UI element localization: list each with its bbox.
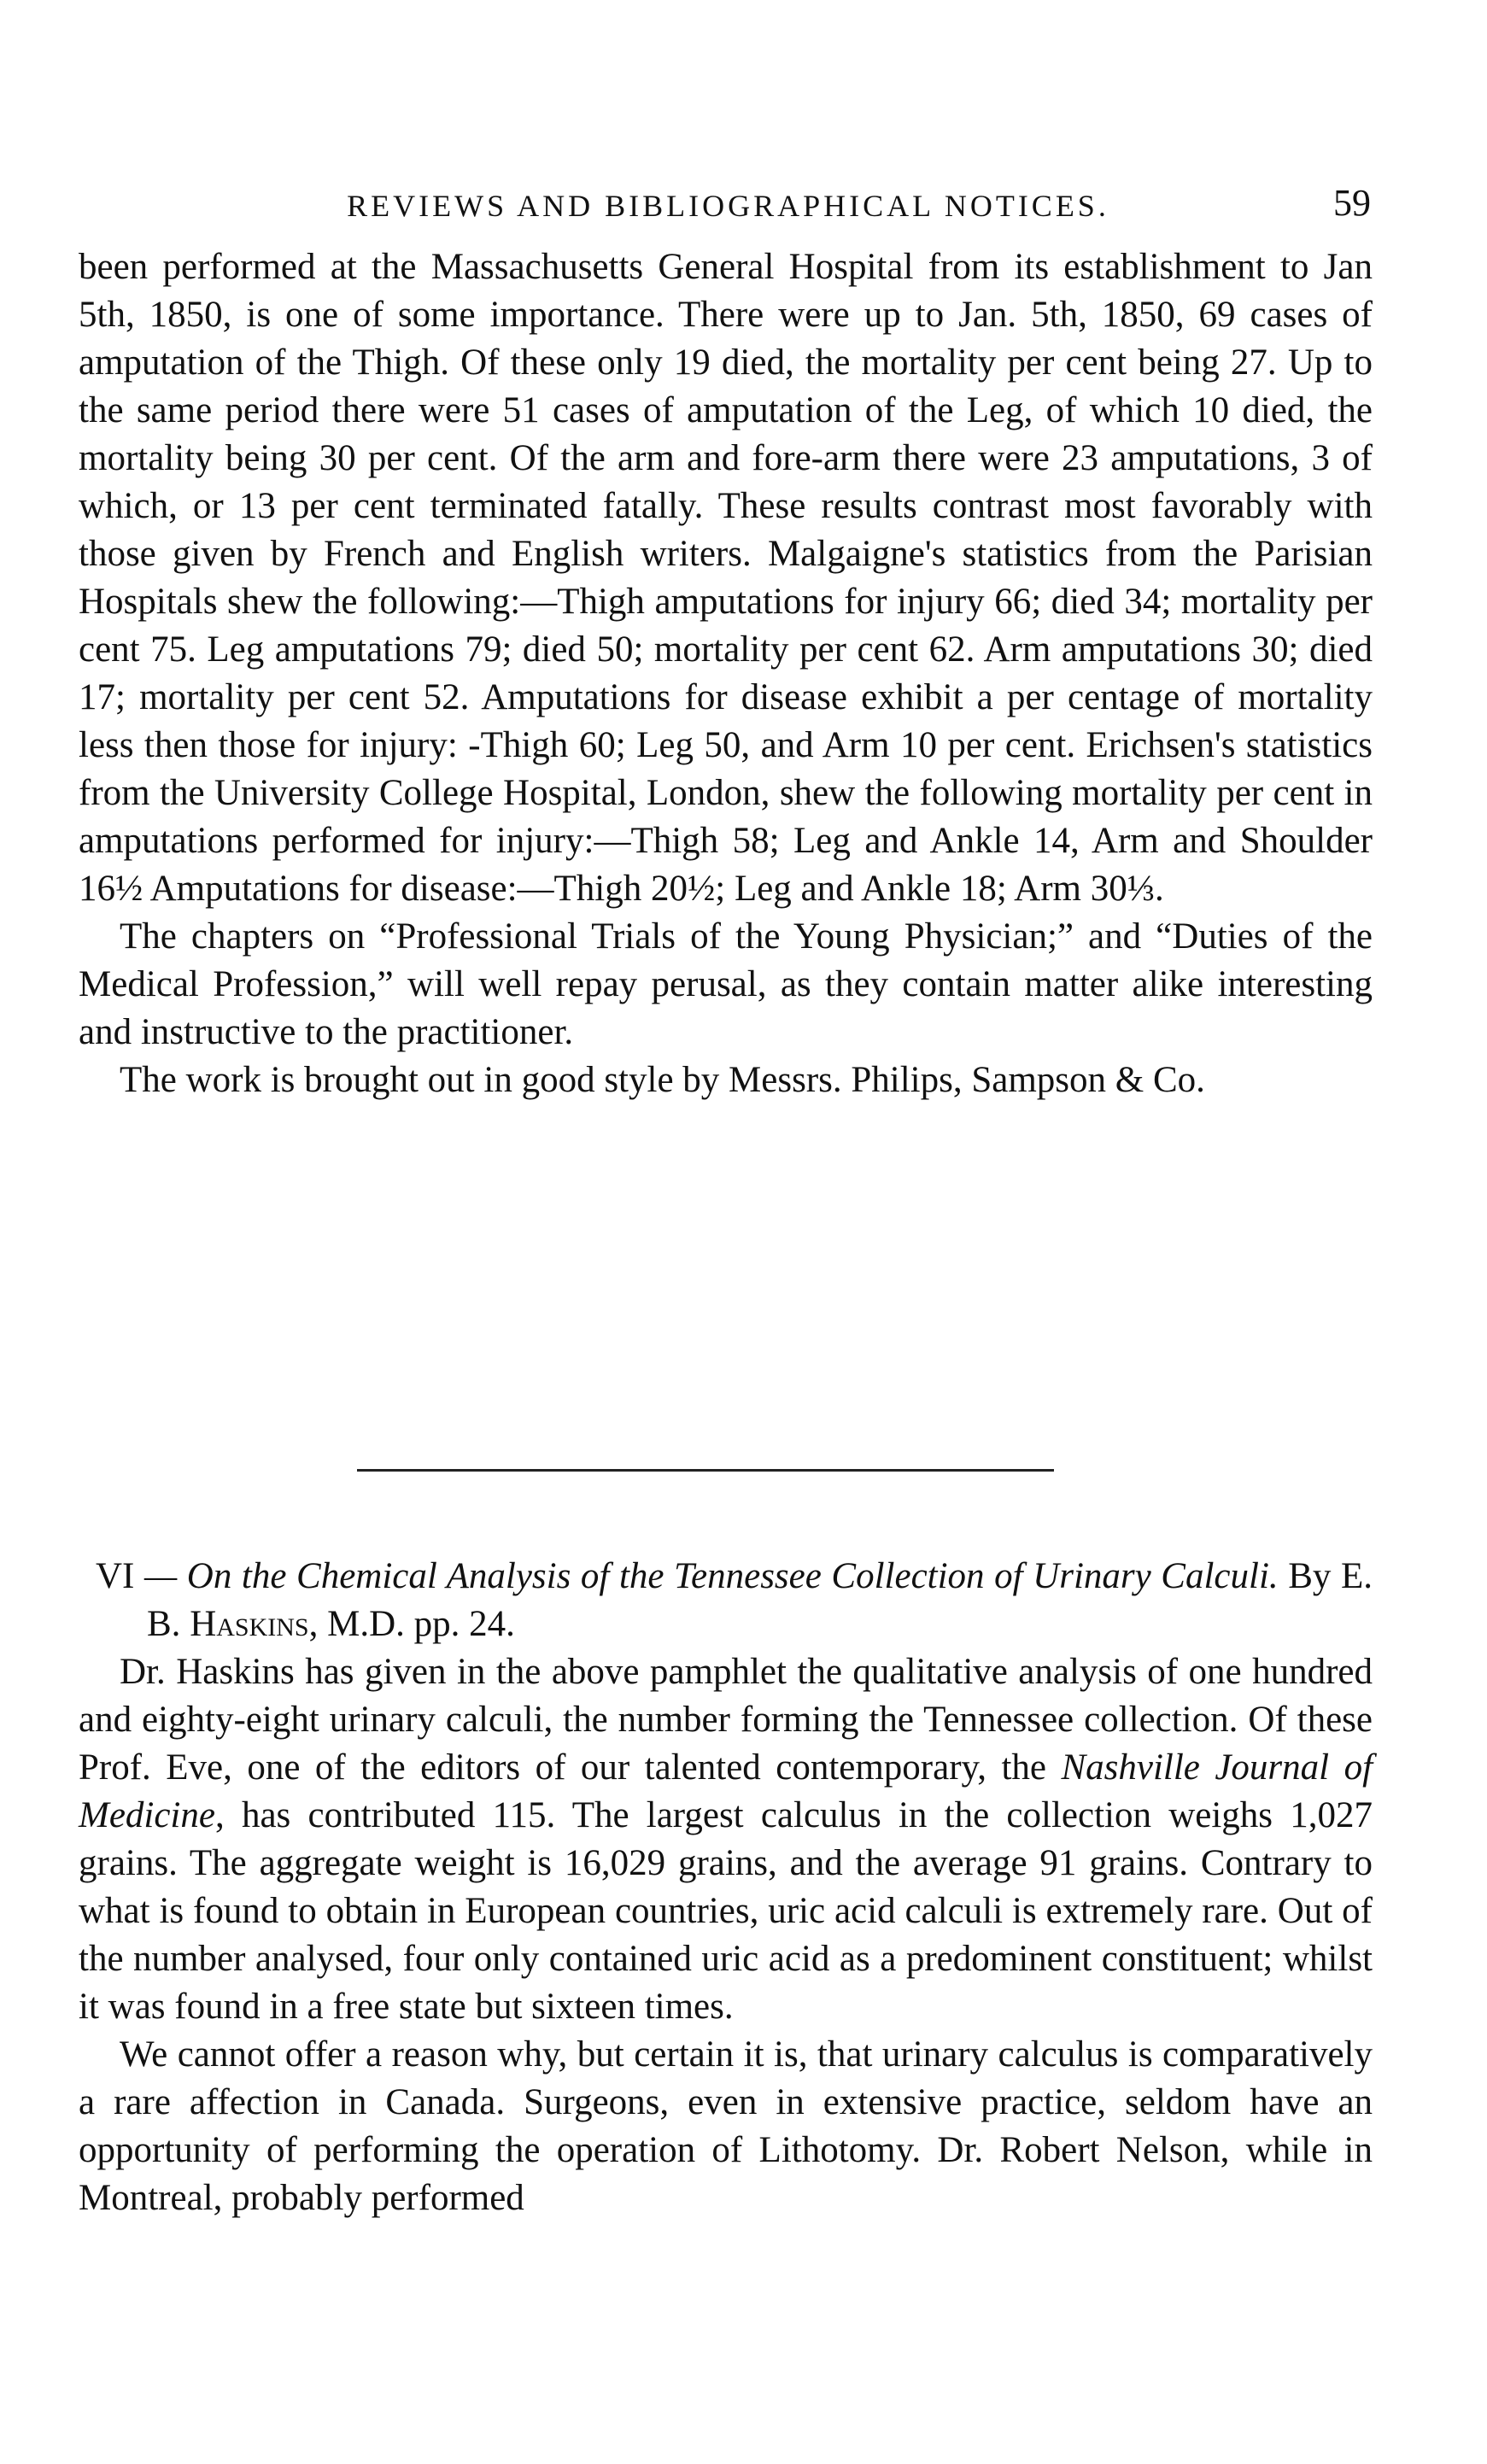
review-heading: VI — On the Chemical Analysis of the Tennessee Collection of Urinary Calculi. By E. B. Haskins, M.D. pp. 24.	[96, 1556, 1373, 1644]
review-numeral: VI	[96, 1556, 135, 1596]
review-book-title: On the Chemical Analysis of the Tennessee Collection of Urinary Calculi.	[186, 1556, 1279, 1596]
byline-suffix: , M.D. pp. 24.	[308, 1604, 515, 1644]
running-head	[85, 181, 1371, 232]
review-continuation	[79, 243, 1373, 1104]
page-number: 59	[1333, 182, 1371, 224]
body-paragraph: been performed at the Massachusetts General Hospital from its establishment to Jan 5th, 1850, is one of some importance. There were up to Jan. 5th, 1850, 69 cases of amputation of the Thigh. Of these only 19 died, the mortality per cent being 27. Up to the same period there were 51 cases of amputation of the Leg, of which 10 died, the mortality being 30 per cent. Of the arm and fore-arm there were 23 amputations, 3 of which, or 13 per cent terminated fatally. These results contrast most favorably with those given by French and English writers. Malgaigne's statistics from the Parisian Hospitals shew the following:—Thigh amputations for injury 66; died 34; mortality per cent 75. Leg amputations 79; died 50; mortality per cent 62. Arm amputations 30; died 17; mortality per cent 52. Amputations for disease exhibit a per centage of mortality less then those for injury: -Thigh 60; Leg 50, and Arm 10 per cent. Erichsen's statistics from the University College Hospital, London, shew the following mortality per cent in amputations performed for injury:—Thigh 58; Leg and Ankle 14, Arm and Shoulder 16½ Amputations for disease:—Thigh 20½; Leg and Ankle 18; Arm 30⅓.	[79, 247, 1373, 909]
body-paragraph: We cannot offer a reason why, but certain it is, that urinary calculus is comparatively a rare affection in Canada. Surgeons, even in extensive practice, seldom have an opportunity of performing the operation of Lithotomy. Dr. Robert Nelson, while in Montreal, probably performed	[79, 2034, 1373, 2218]
running-head-title: REVIEWS AND BIBLIOGRAPHICAL NOTICES.	[347, 189, 1109, 223]
byline-prefix: By E. B.	[147, 1556, 1373, 1644]
author-surname: Haskins	[190, 1604, 309, 1644]
body-paragraph: The chapters on “Professional Trials of the Young Physician;” and “Duties of the Medical Profession,” will well repay perusal, as they contain matter alike interesting and instructive to the practitioner.	[79, 916, 1373, 1052]
review-entry	[79, 1553, 1373, 2222]
section-divider	[357, 1469, 1054, 1472]
body-paragraph	[79, 1648, 1373, 2031]
journal-title: Nashville Journal of Medicine	[79, 1747, 1373, 1835]
body-paragraph: The work is brought out in good style by Messrs. Philips, Sampson & Co.	[120, 1060, 1205, 1100]
paragraph-text: , has contributed 115. The largest calculus in the collection weighs 1,027 grains. The aggregate weight is 16,029 grains, and the average 91 grains. Contrary to what is found to obtain in European countries, uric acid calculi is extremely rare. Out of the number analysed, four only contained uric acid as a predominent constituent; whilst it was found in a free state but sixteen times.	[79, 1795, 1373, 2027]
paragraph-text: Dr. Haskins has given in the above pamphlet the qualitative analysis of one hundred and eighty-eight urinary calculi, the number forming the Tennessee collection. Of these Prof. Eve, one of the editors of our talented contemporary, the	[79, 1652, 1373, 1788]
